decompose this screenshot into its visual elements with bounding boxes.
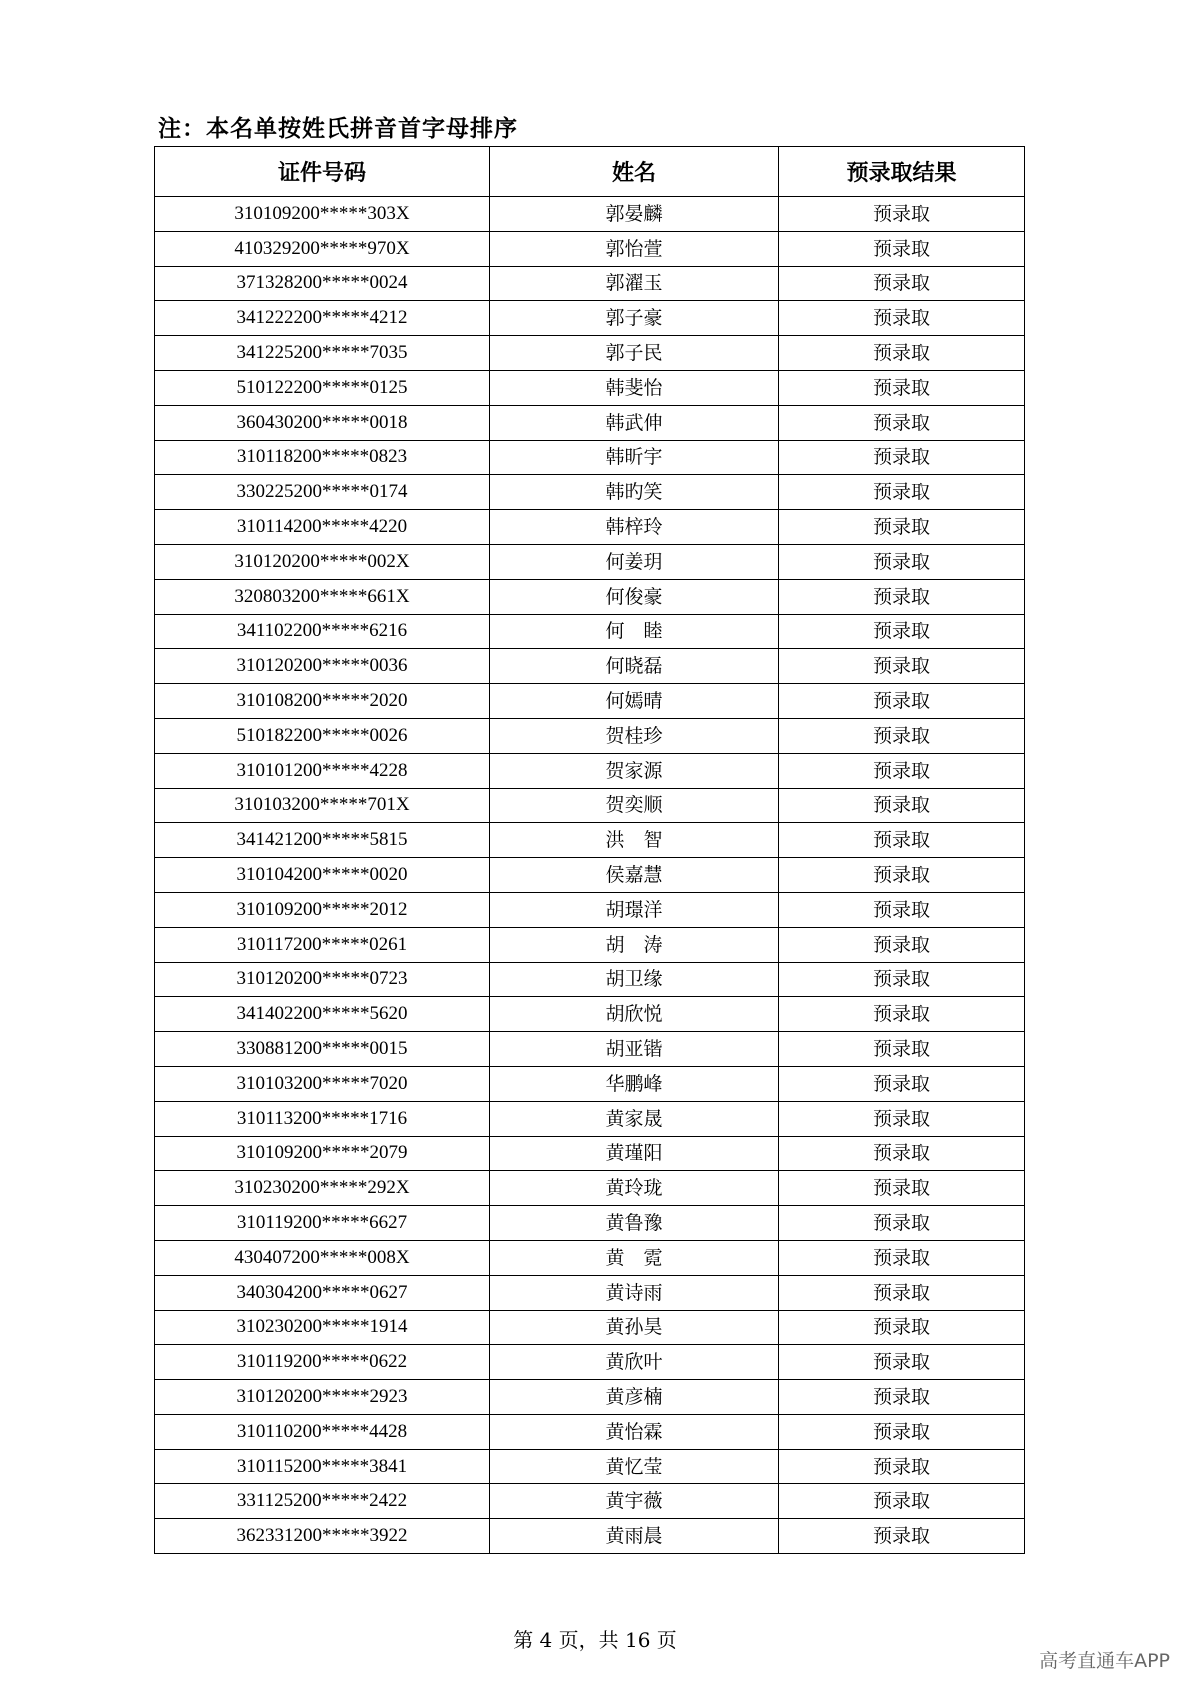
id-number-cell: 310230200*****292X (155, 1171, 490, 1206)
id-number-cell: 430407200*****008X (155, 1240, 490, 1275)
table-row (155, 823, 1025, 858)
id-number-cell: 310115200*****3841 (155, 1449, 490, 1484)
id-number-cell: 310109200*****2012 (155, 892, 490, 927)
name-cell: 胡 涛 (490, 927, 779, 962)
id-number-cell: 310109200*****2079 (155, 1136, 490, 1171)
table-row (155, 544, 1025, 579)
name-cell: 黄雨晨 (490, 1519, 779, 1554)
id-number-cell: 310120200*****0036 (155, 649, 490, 684)
table-row (155, 614, 1025, 649)
table-row (155, 1310, 1025, 1345)
name-cell: 郭子豪 (490, 301, 779, 336)
result-cell: 预录取 (779, 510, 1025, 545)
table-row (155, 405, 1025, 440)
result-cell: 预录取 (779, 753, 1025, 788)
id-number-cell: 310120200*****2923 (155, 1380, 490, 1415)
name-cell: 郭晏麟 (490, 197, 779, 232)
name-cell: 黄瑾阳 (490, 1136, 779, 1171)
result-cell: 预录取 (779, 1310, 1025, 1345)
name-cell: 何嫣晴 (490, 684, 779, 719)
result-cell: 预录取 (779, 858, 1025, 893)
table-row (155, 231, 1025, 266)
name-cell: 黄怡霖 (490, 1414, 779, 1449)
table-row (155, 718, 1025, 753)
table-row (155, 1171, 1025, 1206)
table-row (155, 649, 1025, 684)
result-cell: 预录取 (779, 1275, 1025, 1310)
name-cell: 黄孙昊 (490, 1310, 779, 1345)
table-row (155, 892, 1025, 927)
name-cell: 胡璟洋 (490, 892, 779, 927)
id-number-cell: 330881200*****0015 (155, 1032, 490, 1067)
table-row (155, 370, 1025, 405)
result-cell: 预录取 (779, 336, 1025, 371)
id-number-cell: 340304200*****0627 (155, 1275, 490, 1310)
id-number-cell: 310101200*****4228 (155, 753, 490, 788)
watermark-text: 高考直通车APP (1039, 1650, 1170, 1672)
name-cell: 黄 霓 (490, 1240, 779, 1275)
result-cell: 预录取 (779, 1240, 1025, 1275)
id-number-cell: 310108200*****2020 (155, 684, 490, 719)
result-cell: 预录取 (779, 1032, 1025, 1067)
result-cell: 预录取 (779, 962, 1025, 997)
id-number-cell: 341402200*****5620 (155, 997, 490, 1032)
id-number-cell: 310120200*****0723 (155, 962, 490, 997)
table-row (155, 684, 1025, 719)
table-row (155, 927, 1025, 962)
result-cell: 预录取 (779, 579, 1025, 614)
id-number-cell: 510122200*****0125 (155, 370, 490, 405)
name-cell: 黄宇薇 (490, 1484, 779, 1519)
table-row (155, 197, 1025, 232)
table-row (155, 1275, 1025, 1310)
id-number-cell: 362331200*****3922 (155, 1519, 490, 1554)
id-number-cell: 341102200*****6216 (155, 614, 490, 649)
id-number-cell: 310119200*****6627 (155, 1206, 490, 1241)
id-number-cell: 360430200*****0018 (155, 405, 490, 440)
result-cell: 预录取 (779, 823, 1025, 858)
table-row (155, 753, 1025, 788)
name-cell: 黄鲁豫 (490, 1206, 779, 1241)
table-row (155, 1484, 1025, 1519)
result-cell: 预录取 (779, 1484, 1025, 1519)
name-cell: 郭怡萱 (490, 231, 779, 266)
id-number-cell: 331125200*****2422 (155, 1484, 490, 1519)
name-cell: 洪 智 (490, 823, 779, 858)
header-name: 姓名 (490, 147, 779, 197)
admission-table (154, 146, 1025, 1554)
id-number-cell: 510182200*****0026 (155, 718, 490, 753)
table-body (155, 197, 1025, 1554)
id-number-cell: 371328200*****0024 (155, 266, 490, 301)
table-row (155, 440, 1025, 475)
table-row (155, 1066, 1025, 1101)
result-cell: 预录取 (779, 1345, 1025, 1380)
name-cell: 何晓磊 (490, 649, 779, 684)
result-cell: 预录取 (779, 405, 1025, 440)
result-cell: 预录取 (779, 892, 1025, 927)
table-row (155, 1206, 1025, 1241)
id-number-cell: 310230200*****1914 (155, 1310, 490, 1345)
name-cell: 韩旳笑 (490, 475, 779, 510)
name-cell: 华鹏峰 (490, 1066, 779, 1101)
result-cell: 预录取 (779, 1136, 1025, 1171)
id-number-cell: 320803200*****661X (155, 579, 490, 614)
name-cell: 胡亚锴 (490, 1032, 779, 1067)
table-row (155, 1136, 1025, 1171)
name-cell: 黄忆莹 (490, 1449, 779, 1484)
name-cell: 贺家源 (490, 753, 779, 788)
name-cell: 黄彦楠 (490, 1380, 779, 1415)
result-cell: 预录取 (779, 1449, 1025, 1484)
table-row (155, 962, 1025, 997)
result-cell: 预录取 (779, 649, 1025, 684)
table-row (155, 1101, 1025, 1136)
name-cell: 黄欣叶 (490, 1345, 779, 1380)
result-cell: 预录取 (779, 231, 1025, 266)
result-cell: 预录取 (779, 997, 1025, 1032)
header-id-number: 证件号码 (155, 147, 490, 197)
table-row (155, 510, 1025, 545)
result-cell: 预录取 (779, 1519, 1025, 1554)
id-number-cell: 310117200*****0261 (155, 927, 490, 962)
result-cell: 预录取 (779, 718, 1025, 753)
header-row (155, 147, 1025, 197)
result-cell: 预录取 (779, 684, 1025, 719)
name-cell: 胡欣悦 (490, 997, 779, 1032)
table-header (155, 147, 1025, 197)
result-cell: 预录取 (779, 266, 1025, 301)
result-cell: 预录取 (779, 370, 1025, 405)
id-number-cell: 341222200*****4212 (155, 301, 490, 336)
result-cell: 预录取 (779, 544, 1025, 579)
name-cell: 何 睦 (490, 614, 779, 649)
table-row (155, 1414, 1025, 1449)
list-note: 注：本名单按姓氏拼音首字母排序 (158, 116, 518, 142)
result-cell: 预录取 (779, 788, 1025, 823)
result-cell: 预录取 (779, 440, 1025, 475)
table-row (155, 301, 1025, 336)
table-row (155, 266, 1025, 301)
result-cell: 预录取 (779, 475, 1025, 510)
table-row (155, 475, 1025, 510)
id-number-cell: 310104200*****0020 (155, 858, 490, 893)
result-cell: 预录取 (779, 1066, 1025, 1101)
table-row (155, 997, 1025, 1032)
name-cell: 贺桂珍 (490, 718, 779, 753)
table-row (155, 579, 1025, 614)
name-cell: 贺奕顺 (490, 788, 779, 823)
name-cell: 何俊豪 (490, 579, 779, 614)
table-row (155, 1345, 1025, 1380)
result-cell: 预录取 (779, 1171, 1025, 1206)
name-cell: 何姜玥 (490, 544, 779, 579)
table-row (155, 788, 1025, 823)
name-cell: 黄诗雨 (490, 1275, 779, 1310)
result-cell: 预录取 (779, 927, 1025, 962)
name-cell: 韩斐怡 (490, 370, 779, 405)
result-cell: 预录取 (779, 301, 1025, 336)
table-row (155, 336, 1025, 371)
name-cell: 郭子民 (490, 336, 779, 371)
id-number-cell: 341421200*****5815 (155, 823, 490, 858)
name-cell: 郭濯玉 (490, 266, 779, 301)
result-cell: 预录取 (779, 614, 1025, 649)
header-result: 预录取结果 (779, 147, 1025, 197)
table-row (155, 1032, 1025, 1067)
id-number-cell: 310114200*****4220 (155, 510, 490, 545)
result-cell: 预录取 (779, 1101, 1025, 1136)
id-number-cell: 310109200*****303X (155, 197, 490, 232)
name-cell: 韩梓玲 (490, 510, 779, 545)
id-number-cell: 310118200*****0823 (155, 440, 490, 475)
name-cell: 黄玲珑 (490, 1171, 779, 1206)
result-cell: 预录取 (779, 1414, 1025, 1449)
id-number-cell: 310103200*****701X (155, 788, 490, 823)
result-cell: 预录取 (779, 1380, 1025, 1415)
name-cell: 黄家晟 (490, 1101, 779, 1136)
id-number-cell: 310120200*****002X (155, 544, 490, 579)
id-number-cell: 310103200*****7020 (155, 1066, 490, 1101)
name-cell: 侯嘉慧 (490, 858, 779, 893)
id-number-cell: 310110200*****4428 (155, 1414, 490, 1449)
table-row (155, 1240, 1025, 1275)
table-row (155, 1519, 1025, 1554)
id-number-cell: 310119200*****0622 (155, 1345, 490, 1380)
name-cell: 胡卫缘 (490, 962, 779, 997)
result-cell: 预录取 (779, 1206, 1025, 1241)
id-number-cell: 330225200*****0174 (155, 475, 490, 510)
page-number: 第 4 页，共 16 页 (513, 1628, 677, 1652)
table-row (155, 1449, 1025, 1484)
table-row (155, 1380, 1025, 1415)
result-cell: 预录取 (779, 197, 1025, 232)
name-cell: 韩昕宇 (490, 440, 779, 475)
name-cell: 韩武伸 (490, 405, 779, 440)
table-row (155, 858, 1025, 893)
id-number-cell: 341225200*****7035 (155, 336, 490, 371)
id-number-cell: 410329200*****970X (155, 231, 490, 266)
id-number-cell: 310113200*****1716 (155, 1101, 490, 1136)
